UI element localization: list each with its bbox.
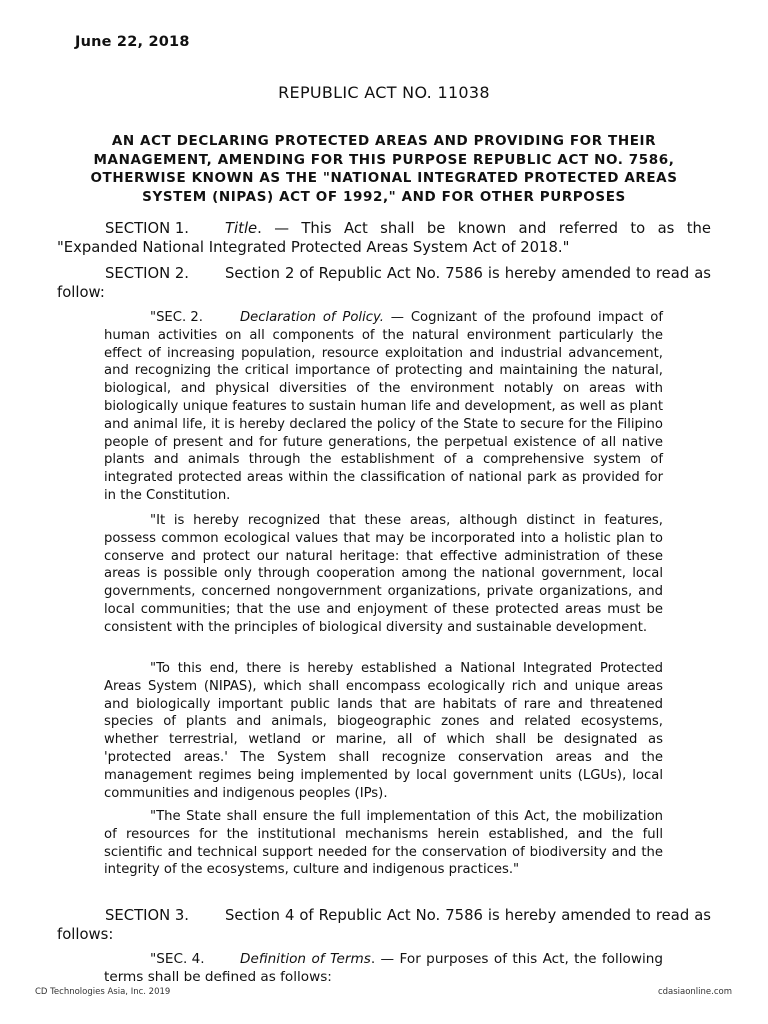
footer-site: cdasiaonline.com bbox=[657, 987, 732, 997]
section-2-label: SECTION 2. bbox=[105, 265, 190, 282]
section-1-heading: Title bbox=[225, 220, 258, 237]
section-3 bbox=[57, 907, 711, 944]
act-subtitle: AN ACT DECLARING PROTECTED AREAS AND PROVIDING FOR THEIR MANAGEMENT, AMENDING FOR THIS PURPOSE REPUBLIC ACT NO. 7586, OTHERWISE KNOWN AS THE "NATIONAL INTEGRATED PROTECTED AREAS SYSTEM (NIPAS) ACT OF 1992," AND FOR OTHER PURPOSES bbox=[90, 133, 678, 205]
section-2 bbox=[57, 265, 711, 302]
quote-sec4-heading: Definition of Terms bbox=[240, 951, 371, 967]
section-3-text: Section 4 of Republic Act No. 7586 is hereby amended to read as follows: bbox=[57, 907, 711, 943]
section-2-text: Section 2 of Republic Act No. 7586 is hereby amended to read as follow: bbox=[57, 265, 711, 301]
section-3-label: SECTION 3. bbox=[105, 907, 190, 924]
quote-sec2-paragraph-1 bbox=[104, 309, 663, 505]
document-date: June 22, 2018 bbox=[75, 34, 190, 50]
quote-sec2-paragraph-4 bbox=[104, 808, 663, 879]
quote-sec2-heading: Declaration of Policy. bbox=[240, 310, 384, 325]
quote-sec4-label: "SEC. 4. bbox=[150, 951, 205, 967]
quote-sec4 bbox=[104, 951, 663, 987]
quote-sec2-label: "SEC. 2. bbox=[150, 310, 203, 325]
quote-sec2-p2-text: "It is hereby recognized that these areas, although distinct in features, possess common ecological values that may be incorporated into a holistic plan to conserve and protect our natural heritage: that effective administration of these areas is possible only through cooperation among the national government, local governments, concerned nongovernment organizations, private organizations, and local communities; that the use and enjoyment of these protected areas must be consistent with the principles of biological diversity and sustainable development. bbox=[104, 513, 663, 635]
section-1 bbox=[57, 220, 711, 257]
quote-sec2-paragraph-2 bbox=[104, 512, 663, 637]
quote-sec2-p3-text: "To this end, there is hereby established a National Integrated Protected Areas System (NIPAS), which shall encompass ecologically rich and unique areas and biologically important public lands that are habitats of rare and threatened species of plants and animals, biogeographic zones and related ecosystems, whether terrestrial, wetland or marine, all of which shall be designated as 'protected areas.' The System shall recognize conservation areas and the management regimes being implemented by local government units (LGUs), local communities and indigenous peoples (IPs). bbox=[104, 661, 663, 801]
section-1-text: . — This Act shall be known and referred to as the "Expanded National Integrated Protected Areas System Act of 2018." bbox=[57, 220, 711, 256]
footer-copyright: CD Technologies Asia, Inc. 2019 bbox=[35, 987, 171, 997]
quote-sec2-text: — Cognizant of the profound impact of human activities on all components of the natural environment particularly the effect of increasing population, resource exploitation and industrial advancement, and recognizing the critical importance of protecting and maintaining the natural, biological, and physical diversities of the environment notably on areas with biologically unique features to sustain human life and development, as well as plant and animal life, it is hereby declared the policy of the State to secure for the Filipino people of present and for future generations, the perpetual existence of all native plants and animals through the establishment of a comprehensive system of integrated protected areas within the classification of national park as provided for in the Constitution. bbox=[104, 310, 663, 503]
quote-sec2-paragraph-3 bbox=[104, 660, 663, 802]
quote-sec2-p4-text: "The State shall ensure the full implementation of this Act, the mobilization of resources for the institutional mechanisms herein established, and the full scientific and technical support needed for the conservation of biodiversity and the integrity of the ecosystems, culture and indigenous practices." bbox=[104, 809, 663, 878]
section-1-label: SECTION 1. bbox=[105, 220, 190, 237]
act-title: REPUBLIC ACT NO. 11038 bbox=[278, 83, 490, 102]
quote-sec4-text: . — For purposes of this Act, the following terms shall be defined as follows: bbox=[104, 951, 663, 985]
